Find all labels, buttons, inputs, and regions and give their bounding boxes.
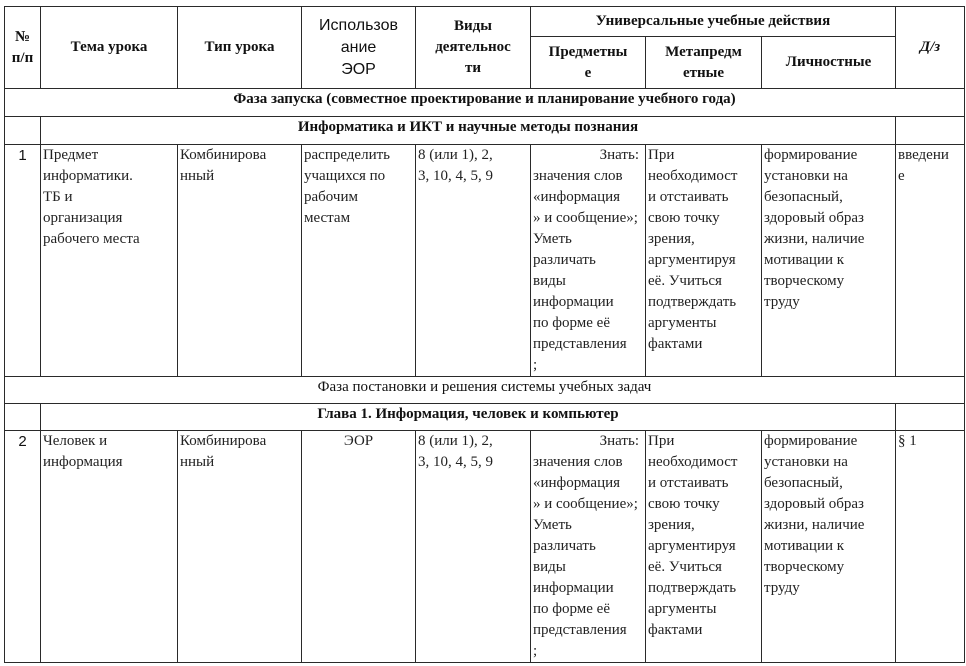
header-topic: Тема урока [41,7,178,89]
header-personal: Личностные [762,37,896,89]
meta-results: При необходимост и отстаивать свою точку зрения, аргументируя её. Учиться подтверждать аргументы фактами [648,147,738,352]
row-number: 2 [5,431,41,663]
chapter-title: Глава 1. Информация, человек и компьютер [41,404,896,431]
lesson-topic: Человек и информация [43,433,123,470]
header-activities: Виды деятельнос ти [416,7,531,89]
subject-results: значения слов «информация » и сообщение»; Уметь различать виды информации по форме её представления ; [533,454,638,659]
table-row [5,145,965,377]
row-number: 1 [5,145,41,377]
subject-lead: Знать: [599,147,639,163]
eor-usage: ЭОР [343,433,374,449]
header-subject: Предметны е [531,37,646,89]
lesson-plan-table [4,6,965,663]
activity-types: 8 (или 1), 2, 3, 10, 4, 5, 9 [418,147,493,184]
section-row [5,117,965,145]
header-type: Тип урока [178,7,302,89]
header-homework: Д/з [896,7,965,89]
lesson-type: Комбинирова нный [180,147,267,184]
section-row [5,377,965,404]
personal-results: формирование установки на безопасный, здоровый образ жизни, наличие мотивации к творческому труду [764,147,865,310]
lesson-topic: Предмет информатики. ТБ и организация рабочего места [43,147,140,247]
phase-title: Фаза постановки и решения системы учебных задач [5,377,965,404]
section-row [5,404,965,431]
subject-lead: Знать: [599,433,639,449]
activity-types: 8 (или 1), 2, 3, 10, 4, 5, 9 [418,433,493,470]
header-row-top [5,7,965,37]
subject-results: значения слов «информация » и сообщение»; Уметь различать виды информации по форме её представления ; [533,168,638,373]
table-row [5,431,965,663]
header-uud: Универсальные учебные действия [531,7,896,37]
personal-results: формирование установки на безопасный, здоровый образ жизни, наличие мотивации к творческому труду [764,433,865,596]
lesson-type: Комбинирова нный [180,433,267,470]
meta-results: При необходимост и отстаивать свою точку зрения, аргументируя её. Учиться подтверждать аргументы фактами [648,433,738,638]
homework: § 1 [898,433,917,449]
header-meta: Метапредм етные [646,37,762,89]
section-row [5,89,965,117]
header-num: № п/п [5,7,41,89]
homework: введени е [898,147,949,184]
eor-usage: распределить учащихся по рабочим местам [304,147,391,226]
phase-title: Фаза запуска (совместное проектирование и планирование учебного года) [5,89,965,117]
chapter-title: Информатика и ИКТ и научные методы познания [41,117,896,145]
header-eor: Использов ание ЭОР [302,7,416,89]
